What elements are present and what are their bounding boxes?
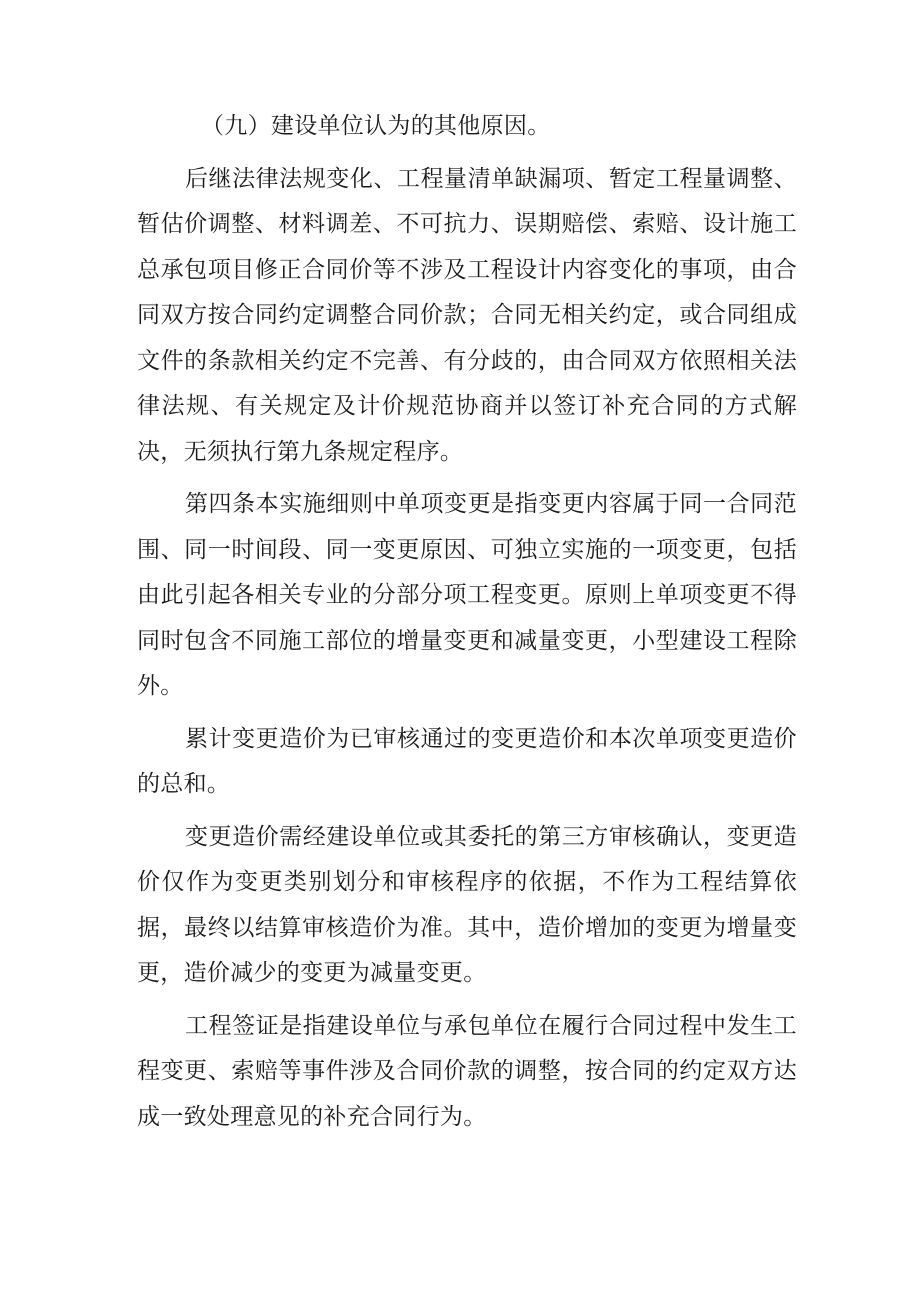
paragraph-cumulative-cost: 累计变更造价为已审核通过的变更造价和本次单项变更造价的总和。	[137, 725, 797, 797]
document-body	[137, 104, 797, 1147]
paragraph-subsequent-changes: 后继法律法规变化、工程量清单缺漏项、暂定工程量调整、暂估价调整、材料调差、不可抗力、误期赔偿、索赔、设计施工总承包项目修正合同价等不涉及工程设计内容变化的事项，由合同双方按合同约定调整合同价款；合同无相关约定，或合同组成文件的条款相关约定不完善、有分歧的，由合同双方依照相关法律法规、有关规定及计价规范协商并以签订补充合同的方式解决，无须执行第九条规定程序。	[137, 165, 797, 465]
paragraph-change-cost-review: 变更造价需经建设单位或其委托的第三方审核确认，变更造价仅作为变更类别划分和审核程序的依据，不作为工程结算依据，最终以结算审核造价为准。其中，造价增加的变更为增量变更，造价减少的变更为减量变更。	[137, 823, 797, 986]
paragraph-article-four: 第四条本实施细则中单项变更是指变更内容属于同一合同范围、同一时间段、同一变更原因、可独立实施的一项变更，包括由此引起各相关专业的分部分项工程变更。原则上单项变更不得同时包含不同施工部位的增量变更和减量变更，小型建设工程除外。	[137, 491, 797, 699]
paragraph-clause-nine: （九）建设单位认为的其他原因。	[201, 113, 551, 139]
paragraph-engineering-visa: 工程签证是指建设单位与承包单位在履行合同过程中发生工程变更、索赔等事件涉及合同价款的调整，按合同的约定双方达成一致处理意见的补充合同行为。	[137, 1012, 797, 1130]
